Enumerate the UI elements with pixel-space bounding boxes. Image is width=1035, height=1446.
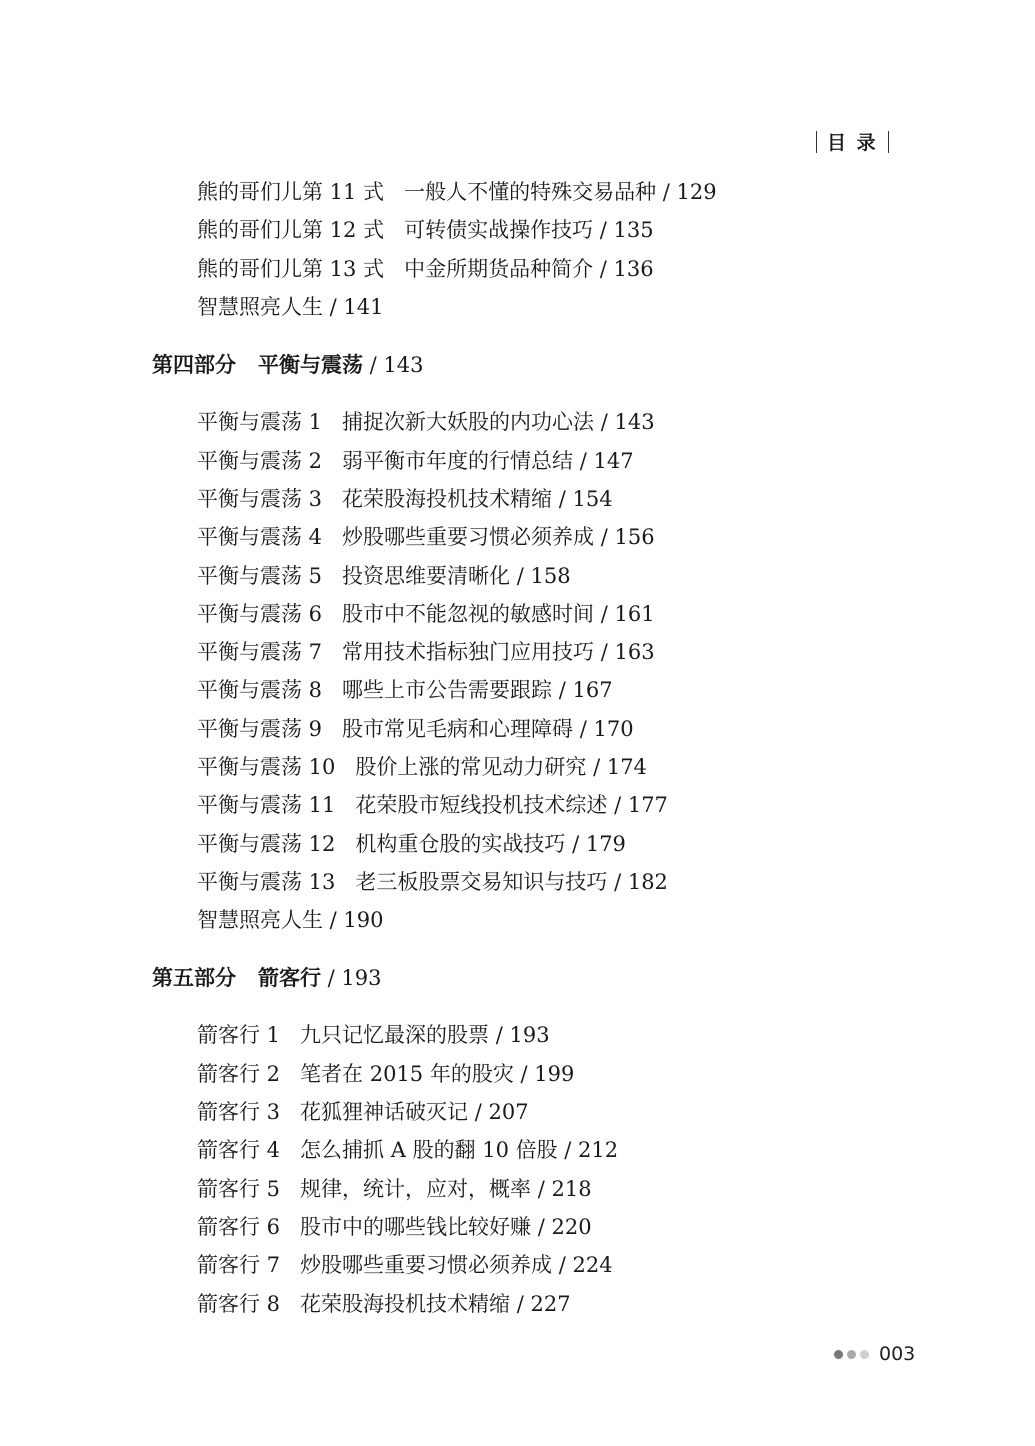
entry-label: 平衡与震荡 1 [197,410,323,434]
entry-label: 平衡与震荡 12 [197,832,336,856]
entry-label: 箭客行 3 [197,1100,281,1124]
toc-entry [197,1291,571,1317]
page-number: 003 [879,1343,916,1365]
entry-title: 股价上涨的常见动力研究 / 174 [355,755,647,779]
entry-title: 老三板股票交易知识与技巧 / 182 [355,870,668,894]
toc-entry [197,792,668,818]
entry-label: 箭客行 1 [197,1023,281,1047]
entry-title: 规律，统计，应对，概率 / 218 [300,1177,592,1201]
entry-label: 平衡与震荡 4 [197,525,323,549]
entry-title: 花荣股市短线投机技术综述 / 177 [355,793,668,817]
entry-label: 平衡与震荡 7 [197,640,323,664]
entry-label: 智慧照亮人生 / 190 [197,908,384,932]
toc-entry [197,256,654,282]
entry-title: 中金所期货品种简介 / 136 [404,257,654,281]
part-page: / 143 [363,353,424,377]
entry-title: 常用技术指标独门应用技巧 / 163 [342,640,655,664]
toc-entry [197,1022,550,1048]
entry-title: 股市中的哪些钱比较好赚 / 220 [300,1215,592,1239]
entry-label: 平衡与震荡 11 [197,793,336,817]
entry-title: 一般人不懂的特殊交易品种 / 129 [404,180,717,204]
toc-entry [197,754,647,780]
running-head-right-bar [888,131,889,153]
page-footer [834,1343,915,1365]
entry-label: 熊的哥们儿第 12 式 [197,218,385,242]
toc-entry [197,677,613,703]
part-title: 平衡与震荡 [258,353,363,377]
toc-entry [197,524,655,550]
entry-label: 箭客行 6 [197,1215,281,1239]
toc-entry [197,217,654,243]
toc-entry [197,716,634,742]
running-head-text: 目 录 [827,132,878,154]
toc-entry [197,448,634,474]
toc-entry [197,869,668,895]
entry-label: 箭客行 5 [197,1177,281,1201]
footer-dot [847,1350,856,1359]
toc-entry [197,1176,592,1202]
toc-entry [197,409,655,435]
entry-label: 箭客行 4 [197,1138,281,1162]
entry-title: 捕捉次新大妖股的内功心法 / 143 [342,410,655,434]
entry-title: 花荣股海投机技术精缩 / 227 [300,1292,571,1316]
toc-entry [197,639,655,665]
toc-entry [197,1252,613,1278]
toc-entry [197,294,384,320]
entry-label: 平衡与震荡 6 [197,602,323,626]
running-head [806,128,899,155]
entry-label: 平衡与震荡 10 [197,755,336,779]
running-head-left-bar [816,131,817,153]
entry-label: 熊的哥们儿第 11 式 [197,180,385,204]
footer-dot [860,1350,869,1359]
entry-title: 哪些上市公告需要跟踪 / 167 [342,678,613,702]
entry-label: 平衡与震荡 9 [197,717,323,741]
entry-title: 股市中不能忽视的敏感时间 / 161 [342,602,655,626]
entry-label: 熊的哥们儿第 13 式 [197,257,385,281]
entry-title: 花狐狸神话破灭记 / 207 [300,1100,529,1124]
entry-title: 九只记忆最深的股票 / 193 [300,1023,550,1047]
part-label: 第四部分 [152,353,236,377]
entry-title: 炒股哪些重要习惯必须养成 / 156 [342,525,655,549]
entry-label: 平衡与震荡 8 [197,678,323,702]
part-page: / 193 [321,966,382,990]
part-heading [152,965,382,991]
entry-label: 箭客行 8 [197,1292,281,1316]
toc-entry [197,1099,529,1125]
entry-label: 平衡与震荡 2 [197,449,323,473]
part-heading [152,352,424,378]
entry-title: 炒股哪些重要习惯必须养成 / 224 [300,1253,613,1277]
part-label: 第五部分 [152,966,236,990]
toc-entry [197,563,571,589]
entry-title: 机构重仓股的实战技巧 / 179 [355,832,626,856]
toc-entry [197,907,384,933]
toc-entry [197,179,717,205]
toc-entry [197,1061,574,1087]
part-title: 箭客行 [258,966,321,990]
entry-title: 笔者在 2015 年的股灾 / 199 [300,1062,575,1086]
toc-entry [197,601,655,627]
entry-title: 怎么捕抓 A 股的翻 10 倍股 / 212 [300,1138,619,1162]
entry-title: 可转债实战操作技巧 / 135 [404,218,654,242]
entry-label: 平衡与震荡 13 [197,870,336,894]
entry-title: 花荣股海投机技术精缩 / 154 [342,487,613,511]
entry-label: 箭客行 7 [197,1253,281,1277]
entry-label: 箭客行 2 [197,1062,281,1086]
entry-label: 智慧照亮人生 / 141 [197,295,384,319]
entry-label: 平衡与震荡 5 [197,564,323,588]
entry-label: 平衡与震荡 3 [197,487,323,511]
entry-title: 投资思维要清晰化 / 158 [342,564,571,588]
toc-entry [197,831,626,857]
toc-entry [197,1214,592,1240]
entry-title: 弱平衡市年度的行情总结 / 147 [342,449,634,473]
toc-entry [197,486,613,512]
entry-title: 股市常见毛病和心理障碍 / 170 [342,717,634,741]
footer-dot [834,1350,843,1359]
toc-entry [197,1137,618,1163]
